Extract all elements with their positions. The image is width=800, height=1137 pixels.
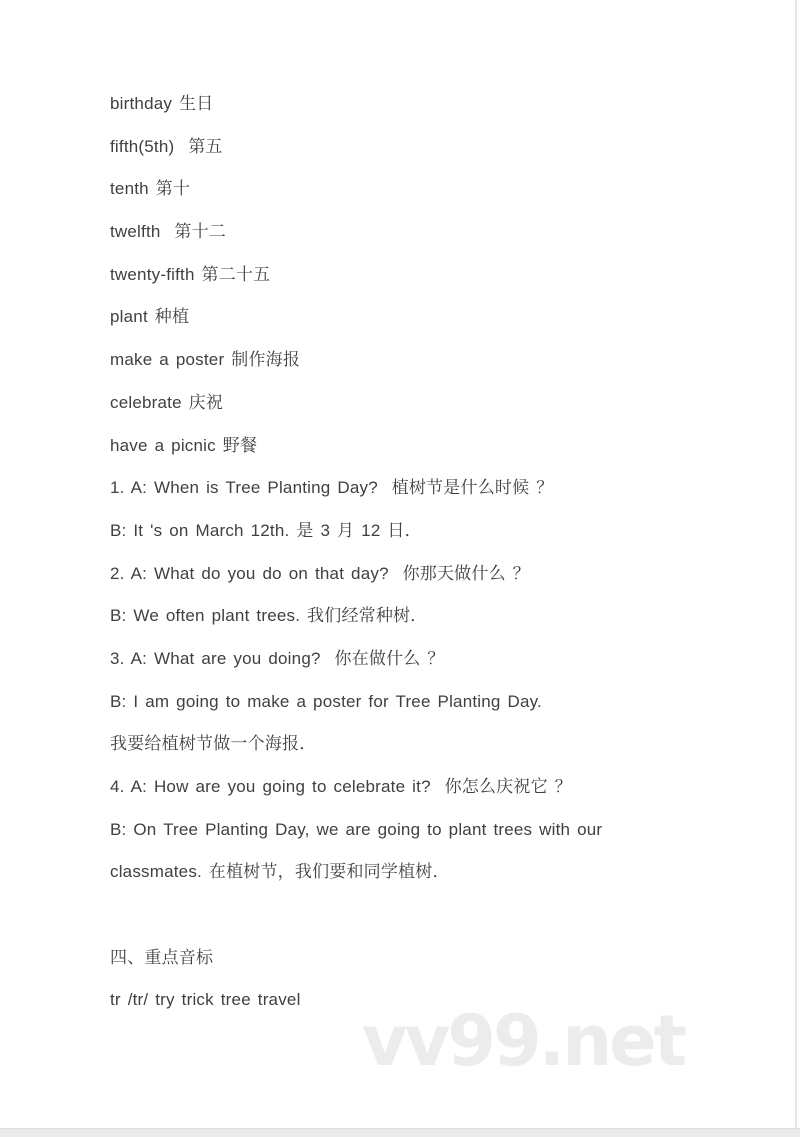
watermark: vv99.net — [362, 1000, 685, 1082]
dialog-line: 3. A: What are you doing? 你在做什么 ？ — [110, 648, 445, 668]
dialog-line: 1. A: When is Tree Planting Day? 植树节是什么时候 ？ — [110, 478, 554, 498]
document-text-block — [110, 83, 602, 1022]
vocab-line: make a poster 制作海报 — [110, 350, 301, 370]
phonetic-line: tr /tr/ try trick tree travel — [110, 990, 301, 1010]
translation-line: 我要给植树节做一个海报． — [110, 734, 317, 754]
vocab-line: twelfth 第十二 — [110, 222, 226, 242]
vocab-line: plant 种植 — [110, 307, 190, 327]
vocab-line: birthday 生日 — [110, 94, 214, 113]
right-edge-line — [795, 0, 797, 1137]
dialog-line: B: I am going to make a poster for Tree Planting Day. — [110, 691, 542, 711]
spacer-line — [110, 894, 602, 937]
dialog-line: B: It 's on March 12th. 是 3 月 12 日． — [110, 520, 422, 540]
dialog-line: 4. A: How are you going to celebrate it? 你怎么庆祝它 ？ — [110, 777, 572, 796]
vocab-line: tenth 第十 — [110, 179, 191, 199]
section-heading: 四、重点音标 — [110, 947, 214, 967]
dialog-line: classmates. 在植树节，我们要和同学植树． — [110, 862, 450, 882]
vocab-line: twenty-fifth 第二十五 — [110, 264, 271, 284]
dialog-line: B: On Tree Planting Day, we are going to plant trees with our — [110, 819, 603, 839]
dialog-line: 2. A: What do you do on that day? 你那天做什么 ？ — [110, 563, 530, 583]
vocab-line: celebrate 庆祝 — [110, 392, 224, 412]
footer-strip — [0, 1128, 800, 1137]
vocab-line: have a picnic 野餐 — [110, 435, 258, 455]
vocab-line: fifth(5th) 第五 — [110, 136, 223, 156]
dialog-line: B: We often plant trees. 我们经常种树． — [110, 606, 428, 626]
